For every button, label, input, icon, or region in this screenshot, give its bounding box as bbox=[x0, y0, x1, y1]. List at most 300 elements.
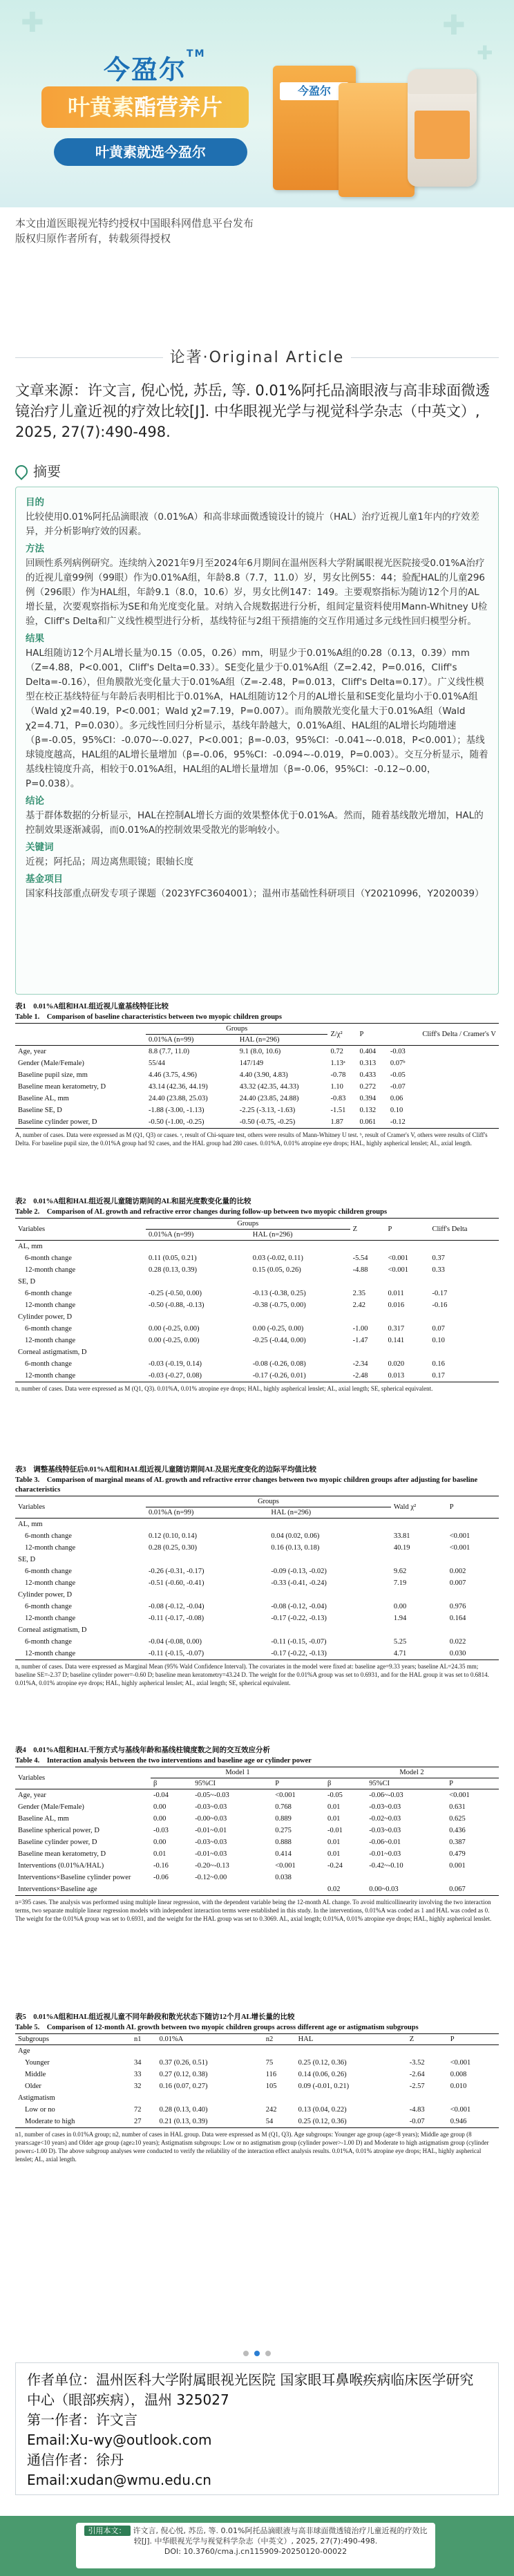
column-header: P bbox=[446, 1778, 499, 1789]
carousel-dot[interactable] bbox=[265, 2351, 271, 2356]
table-cell: 0.002 bbox=[449, 1568, 466, 1575]
row-label: 12-month change bbox=[25, 1579, 76, 1587]
table-cell: 43.14 (42.36, 44.19) bbox=[149, 1083, 208, 1091]
table-cell: -0.04 bbox=[153, 1792, 169, 1799]
column-header: P bbox=[447, 1496, 499, 1519]
table-cell: 0.164 bbox=[449, 1615, 466, 1622]
data-table bbox=[15, 2033, 499, 2128]
table-cell: 0.25 (0.12, 0.36) bbox=[296, 2116, 407, 2128]
citation-footer bbox=[0, 2516, 514, 2576]
table-row bbox=[15, 2057, 499, 2069]
table-cell: -0.06~-0.03 bbox=[369, 1792, 403, 1799]
corresponding-author-email: Email:xudan@wmu.edu.cn bbox=[27, 2472, 211, 2488]
table-cell bbox=[385, 1346, 429, 1358]
table-cell: -0.01~0.03 bbox=[195, 1850, 227, 1858]
table-row bbox=[15, 1860, 499, 1872]
row-label: 12-month change bbox=[15, 1370, 146, 1382]
table-caption-cn: 表2 0.01%A组和HAL组近视儿童随访期间的AL和屈光度数变化量的比较 bbox=[15, 1198, 251, 1205]
table-cell: 0.414 bbox=[275, 1850, 292, 1858]
table-row bbox=[15, 1577, 499, 1589]
column-header bbox=[15, 1024, 146, 1046]
column-header: 0.01%A (n=99) bbox=[146, 1230, 250, 1241]
brand-logo bbox=[104, 48, 206, 86]
table-cell: 1.13ᵃ bbox=[330, 1060, 345, 1067]
table-caption-en: Table 3. Comparison of marginal means of AL growth and refractive error changes between two myopic children groups after adjusting for baseline characteristics bbox=[15, 1476, 478, 1494]
table-cell: <0.001 bbox=[449, 1792, 470, 1799]
table-cell bbox=[407, 2092, 448, 2104]
table-cell: 0.07ᵇ bbox=[390, 1060, 406, 1067]
table-cell: 0.27 (0.12, 0.38) bbox=[159, 2071, 208, 2078]
table-cell: -4.88 bbox=[352, 1266, 368, 1274]
citation: 文章来源：许文言, 倪心悦, 苏岳, 等. 0.01%阿托品滴眼液与高非球面微透镜治疗儿童近视的疗效比较[J]. 中华眼视光学与视觉科学杂志（中英文）, 2025, 27(7):490-498. bbox=[15, 382, 491, 440]
table-cell: <0.001 bbox=[388, 1254, 409, 1262]
table-cell: -0.04 (-0.08, 0.00) bbox=[149, 1638, 202, 1646]
copyright-note-line: 版权归原作者所有，转载须得授权 bbox=[15, 232, 171, 245]
row-label: Interventions (0.01%A/HAL) bbox=[18, 1862, 104, 1870]
results-label: 结果 bbox=[26, 633, 44, 644]
table-cell: 0.02 bbox=[325, 1883, 366, 1896]
row-label: Gender (Male/Female) bbox=[18, 1060, 84, 1067]
column-header: P bbox=[448, 2034, 499, 2045]
table-cell: 75 bbox=[265, 2059, 274, 2067]
table-cell: 0.00~0.03 bbox=[366, 1883, 446, 1896]
table-row bbox=[15, 1093, 499, 1104]
abstract-heading bbox=[15, 460, 61, 480]
table-cell: 0.00 bbox=[153, 1803, 166, 1811]
table-cell: 1.10 bbox=[330, 1083, 343, 1091]
table-row bbox=[15, 1069, 499, 1081]
table-row bbox=[15, 1335, 499, 1346]
column-header: n1 bbox=[131, 2034, 157, 2045]
row-label: 6-month change bbox=[25, 1360, 72, 1368]
row-label: 12-month change bbox=[25, 1337, 76, 1344]
ad-banner[interactable] bbox=[0, 0, 514, 207]
table-cell bbox=[146, 1554, 268, 1566]
box-label: 今盈尔 bbox=[280, 82, 349, 100]
table-cell: 0.28 (0.25, 0.30) bbox=[149, 1544, 197, 1552]
table-cell: 0.03 (-0.02, 0.11) bbox=[252, 1254, 303, 1262]
table-row bbox=[15, 1848, 499, 1860]
table-cell: 1.87 bbox=[327, 1116, 356, 1129]
table-caption-cn: 表3 调整基线特征后0.01%A组和HAL组近视儿童随访期间AL及屈光度变化的边际平均值比较 bbox=[15, 1466, 317, 1474]
table-cell: 0.72 bbox=[330, 1048, 343, 1055]
table-cell: -0.08 (-0.12, -0.04) bbox=[149, 1603, 204, 1610]
table-cell: <0.001 bbox=[450, 2106, 471, 2114]
table-cell: 8.8 (7.7, 11.0) bbox=[149, 1048, 190, 1055]
row-label: Astigmatism bbox=[18, 2094, 55, 2102]
table-cell: 0.00 bbox=[153, 1839, 166, 1846]
table-cell: 0.04 (0.02, 0.06) bbox=[271, 1532, 320, 1540]
table-row bbox=[15, 2104, 499, 2116]
table-cell: 0.010 bbox=[450, 2083, 467, 2090]
column-header: Variables bbox=[15, 1767, 151, 1789]
table-cell: 0.016 bbox=[388, 1301, 405, 1309]
corresponding-author: 通信作者：徐丹 bbox=[27, 2452, 124, 2468]
table-caption-cn: 表4 0.01%A组和HAL干预方式与基线年龄和基线柱镜度数之间的交互效应分析 bbox=[15, 1747, 270, 1754]
data-table bbox=[15, 1767, 499, 1896]
table-cell: -5.54 bbox=[352, 1254, 368, 1262]
location-pin-icon bbox=[12, 462, 30, 480]
table-cell: 0.00 (-0.25, 0.00) bbox=[149, 1325, 200, 1333]
table-cell bbox=[325, 1872, 366, 1883]
first-author-email: Email:Xu-wy@outlook.com bbox=[27, 2432, 212, 2448]
row-label: Cylinder power, D bbox=[18, 1313, 73, 1321]
table-cell: 0.00 (-0.25, 0.00) bbox=[252, 1325, 304, 1333]
table-cell: -1.00 bbox=[352, 1325, 368, 1333]
table-cell bbox=[429, 1311, 499, 1323]
table-cell: 0.21 (0.13, 0.39) bbox=[157, 2116, 263, 2128]
column-header: HAL bbox=[296, 2034, 407, 2045]
table-cell: 242 bbox=[265, 2106, 277, 2114]
table-cell: -0.03 bbox=[390, 1048, 406, 1055]
table-cell bbox=[350, 1311, 386, 1323]
row-label: 6-month change bbox=[25, 1568, 72, 1575]
column-header: Variables bbox=[15, 1219, 146, 1241]
table-note: n, number of cases. Data were expressed as Marginal Mean (95% Wald Confidence Interval). The covariates in the model were fixed at: baseline age=9.33 years; baseline AL=24.35 mm; baseline SE=-2.37 D; baseline cylinder power=-0.60 D; baseline mean keratometry=43.24 D. The weight for the 0.01%A group was set to 0.6931, and for the HAL group it was set to 0.6814. 0.01%A, 0.01% atropine eye drops; HAL, highly aspherical lenslet; AL, axial length; SE, spherical equivalent. bbox=[15, 1663, 489, 1686]
table-cell: -0.06 bbox=[153, 1874, 169, 1881]
table-cell: 32 bbox=[134, 2083, 142, 2090]
table-cell: 116 bbox=[265, 2071, 277, 2078]
carousel-dot-active[interactable] bbox=[254, 2351, 260, 2356]
row-label: Cylinder power, D bbox=[18, 1591, 73, 1599]
table-cell bbox=[157, 2092, 263, 2104]
table-cell: 55/44 bbox=[149, 1060, 165, 1067]
table-cell: 0.28 (0.13, 0.39) bbox=[149, 1266, 197, 1274]
column-header: P bbox=[272, 1778, 325, 1789]
carousel-indicator[interactable] bbox=[0, 2346, 514, 2359]
table-cell bbox=[391, 1519, 447, 1531]
table-note: n, number of cases. Data were expressed as M (Q1, Q3). 0.01%A, 0.01% atropine eye drops; HAL, highly aspherical lenslet; AL, axial length; SE, spherical equivalent. bbox=[15, 1385, 433, 1392]
table-cell: 4.40 (3.90, 4.83) bbox=[239, 1071, 288, 1079]
trademark: TM bbox=[187, 48, 206, 59]
table-cell: 40.19 bbox=[393, 1544, 410, 1552]
table-row bbox=[15, 1648, 499, 1660]
table-cell: 0.275 bbox=[275, 1827, 292, 1834]
table-cell bbox=[350, 1276, 386, 1288]
table-cell: 0.16 (0.13, 0.18) bbox=[271, 1544, 320, 1552]
table-cell: -0.06~0.01 bbox=[369, 1839, 401, 1846]
table-cell: 0.889 bbox=[275, 1815, 292, 1823]
citation-footer-label: 引用本文： bbox=[84, 2526, 131, 2536]
source-note-line: 本文由道医眼视光特约授权中国眼科网借息平台发布 bbox=[15, 217, 254, 229]
table-cell: 0.631 bbox=[449, 1803, 466, 1811]
row-label: Older bbox=[25, 2083, 41, 2090]
table-cell: -0.25 (-0.44, 0.00) bbox=[252, 1337, 306, 1344]
column-header: Variables bbox=[15, 1496, 146, 1519]
row-label: Baseline AL, mm bbox=[18, 1815, 69, 1823]
table-row bbox=[15, 1081, 499, 1093]
table-cell: 0.00 bbox=[393, 1603, 407, 1610]
table-cell bbox=[391, 1554, 447, 1566]
table-cell: -1.47 bbox=[352, 1337, 368, 1344]
column-header: HAL (n=296) bbox=[250, 1230, 350, 1241]
table-cell: <0.001 bbox=[275, 1792, 296, 1799]
table-row bbox=[15, 1836, 499, 1848]
table-cell: -0.51 (-0.60, -0.41) bbox=[149, 1579, 204, 1587]
table-cell bbox=[391, 1624, 447, 1636]
table-cell bbox=[448, 2045, 499, 2058]
row-label: Age, year bbox=[18, 1792, 46, 1799]
table-note: n1, number of cases in 0.01%A group; n2, number of cases in HAL group. Data were expressed as M (Q1, Q3). Age subgroups: Younger age group (age<8 years); Middle age group (8 years≤age<10 years) and Older age group (age≥10 years); Astigmatism subgroups: Low or no astigmatism group (cylinder power>-1.00 D) and Moderate to high astigmatism group (cylinder power≤-1.00 D). The above subgroup analyses were conducted to verify the reliability of the interaction effect analysis results. 0.01%A, 0.01% atropine eye drops; HAL, highly aspherical lenslet; AL, axial length. bbox=[15, 2131, 489, 2163]
table-cell: -0.33 (-0.41, -0.24) bbox=[271, 1579, 327, 1587]
source-note bbox=[15, 216, 254, 246]
table-cell: 24.40 (23.85, 24.88) bbox=[239, 1095, 299, 1102]
row-label: SE, D bbox=[18, 1556, 36, 1563]
row-label: Low or no bbox=[25, 2106, 55, 2114]
table-row bbox=[15, 1046, 499, 1058]
objective-label: 目的 bbox=[26, 497, 44, 508]
table-cell: 0.01 bbox=[153, 1850, 166, 1858]
table-cell bbox=[146, 1346, 250, 1358]
table-cell: 0.01 bbox=[327, 1839, 341, 1846]
column-header: P bbox=[356, 1024, 387, 1046]
table-cell: -0.00~0.03 bbox=[195, 1815, 227, 1823]
plus-icon: ✚ bbox=[21, 7, 44, 39]
table-cell: -2.48 bbox=[350, 1370, 386, 1382]
table-cell: 7.19 bbox=[393, 1579, 407, 1587]
table-cell: 5.25 bbox=[393, 1638, 407, 1646]
table-cell: 0.976 bbox=[449, 1603, 466, 1610]
table-cell: 0.11 (0.05, 0.21) bbox=[149, 1254, 197, 1262]
table-cell: 9.1 (8.0, 10.6) bbox=[239, 1048, 281, 1055]
table-cell bbox=[151, 1883, 192, 1896]
table-cell: -0.50 (-0.75, -0.25) bbox=[237, 1116, 328, 1129]
table-cell: 105 bbox=[265, 2083, 277, 2090]
table-row bbox=[15, 1252, 499, 1264]
table-row bbox=[15, 1589, 499, 1601]
results-text: HAL组随访12个月AL增长量为0.15（0.05，0.26）mm，明显少于0.01%A组的0.28（0.13，0.39）mm（Z=4.88，P<0.001，Cliff's Delta=0.33）。SE变化量少于0.01%A组（Z=2.42，P=0.016，Cliff's Delta=-0.16），但角膜散光变化量大于0.01%A组（Z=-2.48，P=0.013，Cliff's Delta=0.17）。广义线性模型在校正基线特征与年龄后表明相比于0.01%A，HAL组随访12个月的AL增长量和SE变化量均小于0.01%A组（Wald χ2=40.19，P<0.001；Wald χ2=7.19，P=0.007）。而角膜散光变化量大于0.01%A组（Wald χ2=4.71，P=0.030）。多元线性回归分析显示，基线年龄越大，0.01%A组、HAL组的AL增长均随增速（β=-0.05，95%CI：-0.070~-0.027，P<0.001；β=-0.03，95%CI：-0.041~-0.018，P<0.001）；基线球镜度越高，HAL组的AL增长量增加（β=-0.06，95%CI：-0.094~-0.019，P=0.003）。交互分析显示，随着基线柱镜度升高，相较于0.01%A组，HAL组的AL增长量增加（β=-0.06，95%CI：-0.12~0.00，P=0.038）。 bbox=[26, 648, 488, 789]
table-cell: 0.33 bbox=[432, 1266, 445, 1274]
product-bottle-image bbox=[408, 69, 477, 187]
table-cell: -2.57 bbox=[409, 2083, 425, 2090]
row-label: Age bbox=[18, 2047, 30, 2055]
row-label: Baseline AL, mm bbox=[18, 1095, 69, 1102]
row-label: Age, year bbox=[18, 1048, 46, 1055]
data-table bbox=[15, 1496, 499, 1660]
table-caption-en: Table 1. Comparison of baseline characteristics between two myopic children groups bbox=[15, 1013, 282, 1021]
table-cell: 0.013 bbox=[385, 1370, 429, 1382]
carousel-dot[interactable] bbox=[243, 2351, 249, 2356]
table-caption-cn: 表5 0.01%A组和HAL组近视儿童不同年龄段和散光状态下随访12个月AL增长量的比较 bbox=[15, 2013, 295, 2021]
table-cell: -0.09 (-0.13, -0.02) bbox=[271, 1568, 327, 1575]
table-cell: 0.436 bbox=[449, 1827, 466, 1834]
table-cell: 0.008 bbox=[450, 2071, 467, 2078]
table-cell bbox=[447, 1589, 499, 1601]
table-cell bbox=[446, 1872, 499, 1883]
plus-icon: ✚ bbox=[477, 41, 493, 64]
table-row bbox=[15, 1519, 499, 1531]
table-cell: -0.50 (-0.88, -0.13) bbox=[149, 1301, 204, 1309]
row-label: 12-month change bbox=[25, 1266, 76, 1274]
citation-footer-box bbox=[76, 2523, 435, 2568]
row-label: AL, mm bbox=[18, 1521, 43, 1528]
row-label: Moderate to high bbox=[15, 2116, 131, 2128]
column-header: β bbox=[325, 1778, 366, 1789]
keywords-label: 关键词 bbox=[26, 842, 54, 853]
table-cell bbox=[250, 1311, 350, 1323]
table-cell: -0.17 (-0.22, -0.13) bbox=[271, 1615, 327, 1622]
table-cell: -0.03 (-0.27, 0.08) bbox=[146, 1370, 250, 1382]
table-cell bbox=[146, 1241, 250, 1253]
table-row bbox=[15, 1636, 499, 1648]
column-header: Z bbox=[350, 1219, 386, 1241]
column-header: Groups bbox=[146, 1024, 327, 1035]
table-cell bbox=[272, 1883, 325, 1896]
table-row bbox=[15, 1116, 499, 1129]
table-cell: 4.46 (3.75, 4.96) bbox=[149, 1071, 197, 1079]
section-title-text: 论著·Original Article bbox=[163, 349, 352, 366]
table-cell bbox=[146, 1311, 250, 1323]
column-header: 95%CI bbox=[366, 1778, 446, 1789]
table-cell: -0.11 (-0.17, -0.08) bbox=[149, 1615, 204, 1622]
objective-text: 比较使用0.01%阿托品滴眼液（0.01%A）和高非球面微透镜设计的镜片（HAL）治疗近视儿童1年内的疗效差异，并分析影响疗效的因素。 bbox=[26, 511, 480, 537]
table-cell: 4.71 bbox=[391, 1648, 447, 1660]
table-cell bbox=[429, 1241, 499, 1253]
table-cell: -0.08 (-0.26, 0.08) bbox=[252, 1360, 306, 1368]
row-label: 12-month change bbox=[15, 1648, 146, 1660]
data-table bbox=[15, 1023, 499, 1129]
column-header: HAL (n=296) bbox=[268, 1507, 390, 1519]
table-cell: 0.37 bbox=[432, 1254, 445, 1262]
table-cell bbox=[268, 1519, 390, 1531]
table-cell: 0.067 bbox=[446, 1883, 499, 1896]
table-row bbox=[15, 1530, 499, 1542]
table-cell: 2.42 bbox=[352, 1301, 365, 1309]
plus-icon: ✚ bbox=[442, 10, 466, 41]
product-rest: 酯营养片 bbox=[134, 94, 223, 120]
table-cell bbox=[385, 1276, 429, 1288]
row-label: SE, D bbox=[18, 1278, 36, 1286]
row-label: AL, mm bbox=[18, 1243, 43, 1250]
table-cell: -0.05 bbox=[390, 1071, 406, 1079]
table-5 bbox=[15, 2013, 499, 2163]
table-cell: 0.132 bbox=[359, 1107, 377, 1114]
table-cell: -0.16 bbox=[153, 1862, 169, 1870]
column-header: Groups bbox=[146, 1219, 350, 1230]
table-row bbox=[15, 1264, 499, 1276]
table-cell: -0.03~0.03 bbox=[369, 1803, 401, 1811]
citation-footer-text: 许文言, 倪心悦, 苏岳, 等. 0.01%阿托品滴眼液与高非球面微透镜治疗儿童近视的疗效比较[J]. 中华眼视光学与视觉科学杂志（中英文）, 2025, 27(7):490-498. bbox=[133, 2526, 428, 2546]
table-cell: 0.16 (0.07, 0.27) bbox=[159, 2083, 208, 2090]
table-cell: -0.03~0.03 bbox=[195, 1839, 227, 1846]
table-cell: 0.625 bbox=[449, 1815, 466, 1823]
table-cell bbox=[268, 1589, 390, 1601]
table-row bbox=[15, 2116, 499, 2128]
column-header: 0.01%A (n=99) bbox=[146, 1507, 268, 1519]
abstract-box bbox=[15, 487, 499, 995]
table-row bbox=[15, 1613, 499, 1624]
table-cell: -0.03~0.03 bbox=[369, 1827, 401, 1834]
table-cell bbox=[250, 1276, 350, 1288]
table-row bbox=[15, 1789, 499, 1802]
column-header: Z/χ² bbox=[327, 1024, 356, 1046]
table-cell: -0.26 (-0.31, -0.17) bbox=[149, 1568, 204, 1575]
table-cell: 0.404 bbox=[359, 1048, 377, 1055]
table-cell: -0.42~-0.10 bbox=[369, 1862, 403, 1870]
table-cell: -2.34 bbox=[352, 1360, 368, 1368]
table-caption-en: Table 4. Interaction analysis between the two interventions and baseline age or cylinder power bbox=[15, 1757, 312, 1765]
table-cell: 72 bbox=[134, 2106, 142, 2114]
table-cell bbox=[429, 1276, 499, 1288]
row-label: Middle bbox=[25, 2071, 46, 2078]
table-cell: 0.022 bbox=[449, 1638, 466, 1646]
table-cell: -0.20~-0.13 bbox=[195, 1862, 229, 1870]
table-cell: -0.05 bbox=[327, 1792, 343, 1799]
table-cell: -0.13 (-0.38, 0.25) bbox=[252, 1290, 306, 1297]
table-cell: 0.01 bbox=[327, 1815, 341, 1823]
table-row bbox=[15, 1288, 499, 1299]
table-note: A, number of cases. Data were expressed as M (Q1, Q3) or cases. ᵃ, result of Chi-square test, others were results of Mann-Whitney U test. ᵇ, result of Cramer's V, others were results of Cliff's Delta. For baseline pupil size, the 0.01%A group had 92 cases, and the HAL group had 280 cases. 0.01%A, 0.01% atropine eye drops; HAL, highly aspherical lenslet; AL, axial length. bbox=[15, 1131, 488, 1147]
table-cell: 0.011 bbox=[388, 1290, 404, 1297]
conclusion-text: 基于群体数据的分析显示，HAL在控制AL增长方面的效果整体优于0.01%A。然而，随着基线散光增加，HAL的控制效果逐渐减弱，而0.01%A的控制效果受散光的影响较小。 bbox=[26, 810, 484, 836]
table-cell: <0.001 bbox=[450, 2059, 471, 2067]
table-cell bbox=[192, 1883, 272, 1896]
column-header: Model 2 bbox=[325, 1767, 499, 1778]
table-cell: -0.03 bbox=[153, 1827, 169, 1834]
table-row bbox=[15, 1323, 499, 1335]
table-cell: 0.16 bbox=[432, 1360, 445, 1368]
table-row bbox=[15, 1801, 499, 1813]
table-cell bbox=[131, 2045, 157, 2058]
column-header: 95%CI bbox=[192, 1778, 272, 1789]
row-label: Corneal astigmatism, D bbox=[18, 1626, 87, 1634]
table-cell bbox=[296, 2092, 407, 2104]
column-header: n2 bbox=[263, 2034, 296, 2045]
table-cell: 27 bbox=[131, 2116, 157, 2128]
table-cell: 0.01 bbox=[327, 1803, 341, 1811]
table-cell bbox=[366, 1872, 446, 1883]
table-cell: 0.946 bbox=[448, 2116, 499, 2128]
table-cell: -0.05~-0.03 bbox=[195, 1792, 229, 1799]
row-label: Corneal astigmatism, D bbox=[18, 1348, 87, 1356]
table-cell: <0.001 bbox=[275, 1862, 296, 1870]
author-unit-label: 作者单位： bbox=[27, 2371, 96, 2388]
table-cell: -0.17 (-0.22, -0.13) bbox=[268, 1648, 390, 1660]
table-cell: -2.25 (-3.13, -1.63) bbox=[239, 1107, 296, 1114]
table-cell: -0.16 bbox=[432, 1301, 448, 1309]
table-4 bbox=[15, 1746, 499, 1923]
table-cell bbox=[447, 1519, 499, 1531]
table-1 bbox=[15, 1002, 499, 1147]
table-row bbox=[15, 1813, 499, 1825]
row-label: Interventions×Baseline cylinder power bbox=[18, 1874, 131, 1881]
table-row bbox=[15, 1358, 499, 1370]
funding-text: 国家科技部重点研发专项子课题（2023YFC3604001）；温州市基础性科研项目（Y20210996，Y2020039） bbox=[26, 888, 484, 899]
conclusion-label: 结论 bbox=[26, 796, 44, 807]
table-cell: 0.061 bbox=[356, 1116, 387, 1129]
doi: DOI: 10.3760/cma.j.cn115909-20250120-00022 bbox=[164, 2547, 348, 2556]
table-cell: -0.11 (-0.15, -0.07) bbox=[146, 1648, 268, 1660]
row-label: 6-month change bbox=[25, 1290, 72, 1297]
table-cell bbox=[447, 1554, 499, 1566]
table-cell bbox=[146, 1624, 268, 1636]
table-cell: -1.51 bbox=[330, 1107, 346, 1114]
table-cell: 0.768 bbox=[275, 1803, 292, 1811]
table-3 bbox=[15, 1465, 499, 1687]
column-header: P bbox=[385, 1219, 429, 1241]
product-highlight: 叶黄素 bbox=[67, 94, 134, 120]
table-row bbox=[15, 1311, 499, 1323]
table-cell: -0.12~0.00 bbox=[195, 1874, 227, 1881]
table-cell: 0.038 bbox=[275, 1874, 292, 1881]
table-row bbox=[15, 1241, 499, 1253]
table-cell bbox=[296, 2045, 407, 2058]
table-cell: 0.10 bbox=[432, 1337, 445, 1344]
row-label: Baseline cylinder power, D bbox=[18, 1839, 97, 1846]
section-title bbox=[0, 346, 514, 367]
table-row bbox=[15, 1057, 499, 1069]
table-cell bbox=[407, 2045, 448, 2058]
